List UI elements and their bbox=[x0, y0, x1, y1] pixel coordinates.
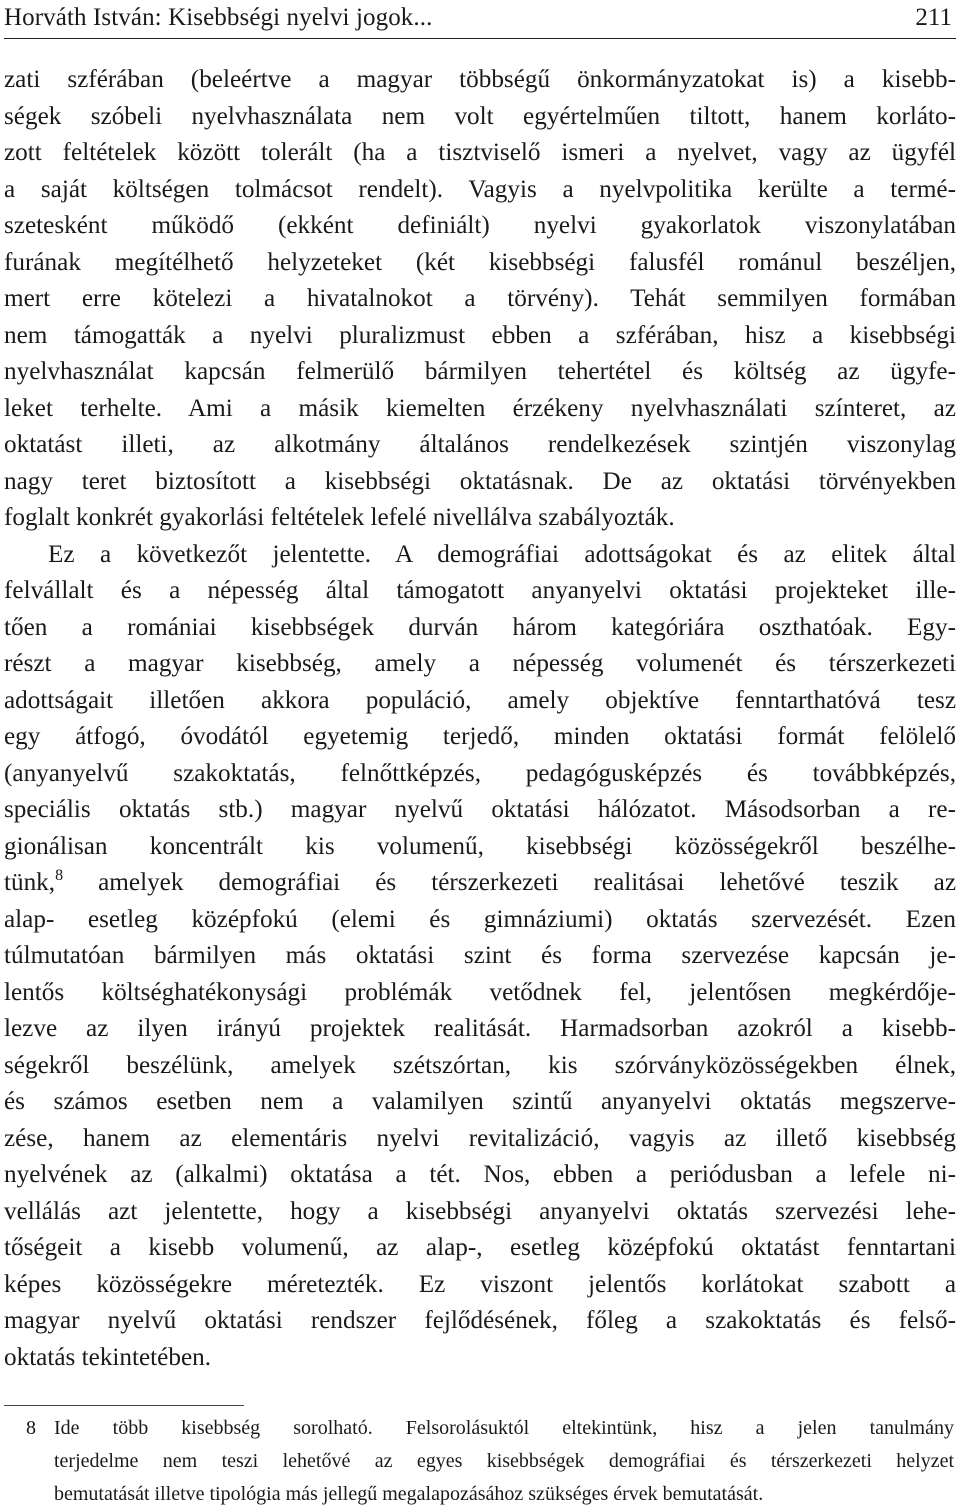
text-line-rest: amelyek demográfiai és térszerkezeti realitásai lehetővé teszik az bbox=[98, 869, 956, 896]
text-line: magyar nyelvű oktatási rendszer fejlődésének, főleg a szakoktatás és felső- bbox=[4, 1307, 956, 1334]
text-line: ségekről beszélünk, amelyek szétszórtan, kis szórványközösségekben élnek, bbox=[4, 1051, 956, 1079]
text-line: ségek szóbeli nyelvhasználata nem volt egyértelműen tiltott, hanem korláto- bbox=[4, 102, 956, 130]
text-line: oktatás tekintetében. bbox=[4, 1343, 212, 1371]
text-line: zott feltételek között tolerált (ha a tisztviselő ismeri a nyelvet, vagy az ügyfél bbox=[4, 139, 956, 166]
text-line: leket terhelte. Ami a másik kiemelten érzékeny nyelvhasználati színteret, az bbox=[4, 394, 956, 422]
running-header bbox=[4, 0, 956, 39]
running-title: Horváth István: Kisebbségi nyelvi jogok... bbox=[4, 4, 433, 31]
text-line: (anyanyelvű szakoktatás, felnőttképzés, pedagógusképzés és továbbképzés, bbox=[4, 759, 956, 787]
footnote-line: bemutatását illetve tipológia más jellegű megalapozásához szükséges érvek bemutatását. bbox=[54, 1483, 764, 1505]
text-line: adottságait illetően akkora populáció, amely objektíve fenntarthatóvá tesz bbox=[4, 686, 956, 714]
text-line: foglalt konkrét gyakorlási feltételek lefelé nivellálva szabályozták. bbox=[4, 504, 675, 531]
footnote-8 bbox=[26, 1412, 954, 1511]
footnote-ref[interactable]: 8 bbox=[55, 867, 64, 884]
text-line: mert erre kötelezi a hivatalnokot a törvény). Tehát semmilyen formában bbox=[4, 285, 956, 312]
text-line: nyelvhasználat kapcsán felmerülő bármilyen tehertétel és költség az ügyfe- bbox=[4, 358, 956, 385]
text-line: nagy teret biztosított a kisebbségi oktatásnak. De az oktatási törvényekben bbox=[4, 467, 956, 495]
text-line: részt a magyar kisebbség, amely a népesség volumenét és térszerkezeti bbox=[4, 650, 956, 677]
text-line: és számos esetben nem a valamilyen szintű anyanyelvi oktatás megszerve- bbox=[4, 1088, 956, 1115]
text-line-with-footnote-ref bbox=[4, 865, 956, 902]
text-line: szetesként működő (ekként definiált) nyelvi gyakorlatok viszonylatában bbox=[4, 212, 956, 239]
text-line: a saját költségen tolmácsot rendelt). Vagyis a nyelvpolitika kerülte a termé- bbox=[4, 175, 956, 203]
text-line: zése, hanem az elementáris nyelvi revitalizáció, vagyis az illető kisebbség bbox=[4, 1124, 956, 1152]
footnote-line: terjedelme nem teszi lehetővé az egyes kisebbségek demográfiai és térszerkezeti helyzet bbox=[54, 1450, 954, 1472]
text-line: furának megítélhető helyzeteket (két kisebbségi falusfél románul beszéljen, bbox=[4, 248, 956, 276]
text-line: tően a romániai kisebbségek durván három kategóriára oszthatóak. Egy- bbox=[4, 613, 956, 641]
text-line: nyelvének az (alkalmi) oktatása a tét. Nos, ebben a periódusban a lefele ni- bbox=[4, 1161, 956, 1188]
footnote-mark: 8 bbox=[26, 1417, 36, 1439]
text-line: lezve az ilyen irányú projektek realitását. Harmadsorban azokról a kisebb- bbox=[4, 1015, 956, 1042]
text-line: felvállalt és a népesség által támogatott anyanyelvi oktatási projekteket ille- bbox=[4, 577, 956, 604]
page-number: 211 bbox=[915, 4, 952, 31]
footnote-ref-prefix: tünk, bbox=[4, 869, 56, 896]
text-line: túlmutatóan bármilyen más oktatási szint és forma szervezése kapcsán je- bbox=[4, 942, 956, 969]
text-line: nem támogatták a nyelvi pluralizmust ebben a szférában, hisz a kisebbségi bbox=[4, 321, 956, 349]
text-line: tőségeit a kisebb volumenű, az alap-, esetleg középfokú oktatást fenntartani bbox=[4, 1234, 956, 1261]
text-line: egy átfogó, óvodától egyetemig terjedő, minden oktatási formát felölelő bbox=[4, 723, 956, 750]
text-line: vellálás azt jelentette, hogy a kisebbségi anyanyelvi oktatás szervezési lehe- bbox=[4, 1197, 956, 1225]
text-line: lentős költséghatékonysági problémák vetődnek fel, jelentősen megkérdője- bbox=[4, 978, 956, 1006]
footnote-divider bbox=[4, 1405, 244, 1406]
text-line: gionálisan koncentrált kis volumenű, kisebbségi közösségekről beszélhe- bbox=[4, 832, 956, 860]
main-text bbox=[4, 62, 956, 1376]
text-line: zati szférában (beleértve a magyar többségű önkormányzatokat is) a kisebb- bbox=[4, 66, 956, 93]
text-line: képes közösségekre méretezték. Ez viszont jelentős korlátokat szabott a bbox=[4, 1270, 956, 1298]
text-line: speciális oktatás stb.) magyar nyelvű oktatási hálózatot. Másodsorban a re- bbox=[4, 796, 956, 823]
footnotes bbox=[26, 1412, 954, 1511]
text-line: oktatást illeti, az alkotmány általános rendelkezések szintjén viszonylag bbox=[4, 431, 956, 458]
text-line: Ez a következőt jelentette. A demográfiai adottságokat és az elitek által bbox=[48, 540, 956, 568]
footnote-line: Ide több kisebbség sorolható. Felsorolásuktól eltekintünk, hisz a jelen tanulmány bbox=[54, 1417, 954, 1439]
text-line: alap- esetleg középfokú (elemi és gimnáziumi) oktatás szervezését. Ezen bbox=[4, 905, 956, 933]
